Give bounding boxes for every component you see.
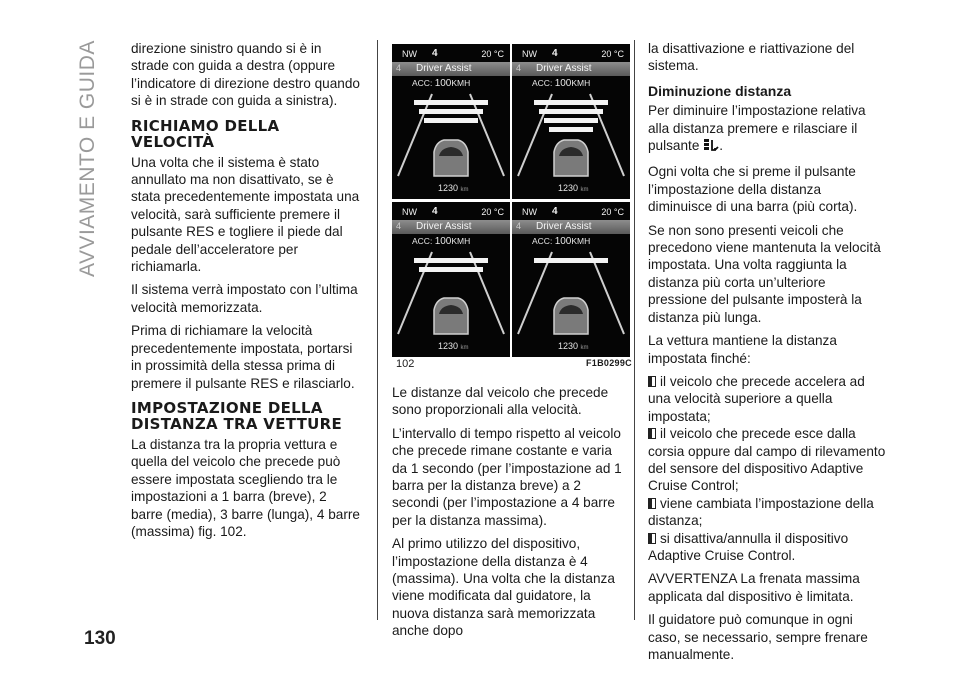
car-icon: [434, 298, 468, 334]
acc-label: ACC:: [412, 78, 433, 88]
acc-speed: 100: [434, 236, 452, 247]
compass-heading: NW: [402, 49, 417, 59]
distance-graphic: [392, 248, 510, 338]
distance-bar: [414, 100, 488, 105]
outside-temperature: 20 °C: [481, 49, 504, 59]
paragraph: La vettura mantiene la distanza impostata finché:: [648, 333, 837, 366]
lane-line-left: [518, 94, 552, 176]
display-panel: [512, 44, 630, 199]
acc-label: ACC:: [412, 236, 433, 246]
odometer: [438, 341, 469, 351]
compass-heading: NW: [522, 207, 537, 217]
distance-bar: [544, 118, 598, 123]
bullet-icon: [648, 533, 656, 544]
distance-bar: [549, 127, 593, 132]
odometer-value: 1230: [558, 341, 579, 351]
text-column-2: [392, 384, 630, 646]
distance-bar: [414, 258, 488, 263]
paragraph: Al primo utilizzo del dispositivo, l’impostazione della distanza è 4 (massima). Una volta che la distanza viene modificata dal guidatore, la nuova distanza sarà memorizzata anche dopo: [392, 536, 615, 639]
odometer-value: 1230: [438, 341, 459, 351]
lane-line-left: [398, 252, 432, 334]
bullet-list: [648, 373, 888, 564]
panel-status-bar: [392, 48, 510, 62]
compass-heading: NW: [402, 207, 417, 217]
lane-line-right: [470, 94, 504, 176]
odometer: [558, 183, 589, 193]
paragraph: Il sistema verrà impostato con l’ultima velocità memorizzata.: [131, 282, 358, 315]
paragraph: L’intervallo di tempo rispetto al veicolo che precede rimane costante e varia da 1 secondo (per l’impostazione ad 1 barra per la distanza breve) a 2 secondi (per l’impostazione a 4 barre per la distanza massima).: [392, 425, 622, 528]
paragraph: Le distanze dal veicolo che precede sono proporzionali alla velocità.: [392, 385, 609, 418]
acc-unit: KMH: [451, 236, 471, 246]
distance-bar: [534, 100, 608, 105]
page-indicator: 4: [396, 63, 402, 73]
odometer-value: 1230: [438, 183, 459, 193]
gear-indicator: 4: [552, 48, 558, 59]
gear-indicator: 4: [432, 48, 438, 59]
distance-bar: [534, 258, 608, 263]
display-panel: [392, 44, 510, 199]
paragraph: AVVERTENZA La frenata massima applicata dal dispositivo è limitata.: [648, 571, 860, 604]
subheading-decrease-distance: Diminuzione distanza: [648, 82, 792, 99]
odometer-unit: km: [460, 345, 469, 351]
odometer: [558, 341, 589, 351]
acc-readout: [532, 236, 590, 247]
acc-unit: KMH: [571, 78, 591, 88]
distance-graphic: [512, 90, 630, 180]
paragraph: La distanza tra la propria vettura e quella del veicolo che precede può essere impostata scegliendo tra le impostazioni a 1 barra (breve), 2 barre (media), 3 barre (lunga), 4 barre (massima) fig. 102.: [131, 436, 360, 539]
list-item: viene cambiata l’impostazione della distanza;: [648, 495, 874, 529]
odometer: [438, 183, 469, 193]
acc-speed: 100: [434, 78, 452, 89]
lane-line-right: [590, 252, 624, 334]
acc-speed: 100: [554, 236, 572, 247]
distance-bar: [539, 109, 603, 114]
display-panel: [392, 202, 510, 357]
driver-assist-title: Driver Assist: [416, 221, 472, 232]
lane-line-left: [398, 94, 432, 176]
page-indicator: 4: [516, 221, 522, 231]
chapter-side-title: [76, 40, 116, 310]
paragraph: Ogni volta che si preme il pulsante l’impostazione della distanza diminuisce di una barra (più corta).: [648, 164, 858, 215]
paragraph: direzione sinistro quando si è in strade con guida a destra (oppure l’indicatore di direzione destro quando si è in strade con guida a sinistra).: [131, 41, 360, 109]
paragraph: Prima di richiamare la velocità precedentemente impostata, portarsi in prossimità della stessa prima di premere il pulsante RES e rilasciarlo.: [131, 323, 355, 391]
gear-indicator: 4: [432, 206, 438, 217]
column-divider: [634, 40, 635, 620]
distance-graphic: [392, 90, 510, 180]
paragraph: Una volta che il sistema è stato annullato ma non disattivato, se è stata precedentemente impostata una velocità, sarà sufficiente premere il pulsante RES e togliere il piede dal pedale dell’acceleratore per richiamarla.: [131, 154, 360, 275]
acc-readout: [532, 78, 590, 89]
distance-bar: [419, 267, 483, 272]
acc-label: ACC:: [532, 78, 553, 88]
odometer-value: 1230: [558, 183, 579, 193]
distance-bar: [419, 109, 483, 114]
figure-code: F1B0299C: [586, 358, 632, 368]
figure-number: 102: [396, 358, 415, 370]
car-icon: [434, 140, 468, 176]
paragraph: Se non sono presenti veicoli che precedono viene mantenuta la velocità impostata. Una volta raggiunta la distanza più corta un’ulteriore pressione del pulsante imposterà la distanza più lunga.: [648, 222, 881, 325]
column-divider: [377, 40, 378, 620]
paragraph: la disattivazione e riattivazione del sistema.: [648, 41, 855, 74]
acc-readout: [412, 78, 470, 89]
bullet-icon: [648, 428, 656, 439]
bullet-icon: [648, 498, 656, 509]
acc-unit: KMH: [451, 78, 471, 88]
bullet-icon: [648, 376, 656, 387]
acc-readout: [412, 236, 470, 247]
outside-temperature: 20 °C: [481, 207, 504, 217]
page-number: 130: [84, 628, 116, 649]
odometer-unit: km: [580, 345, 589, 351]
panel-status-bar: [392, 206, 510, 220]
driver-assist-title: Driver Assist: [536, 63, 592, 74]
figure-102: [392, 44, 630, 360]
section-heading-speed-recall: RICHIAMO DELLA VELOCITÀ: [131, 116, 280, 151]
compass-heading: NW: [522, 49, 537, 59]
panel-status-bar: [512, 48, 630, 62]
distance-bar: [424, 118, 478, 123]
distance-graphic: [512, 248, 630, 338]
panel-status-bar: [512, 206, 630, 220]
list-item: il veicolo che precede accelera ad una velocità superiore a quella impostata;: [648, 373, 865, 424]
lane-line-left: [518, 252, 552, 334]
paragraph-text: Per diminuire l’impostazione relativa alla distanza premere e rilasciare il pulsante: [648, 103, 866, 154]
driver-assist-title: Driver Assist: [416, 63, 472, 74]
page-indicator: 4: [396, 221, 402, 231]
acc-speed: 100: [554, 78, 572, 89]
paragraph: Per diminuire l’impostazione relativa alla distanza premere e rilasciare il pulsante .: [648, 102, 888, 157]
list-item: il veicolo che precede esce dalla corsia oppure dal campo di rilevamento del sensore del dispositivo Adaptive Cruise Control;: [648, 426, 886, 494]
lane-line-right: [590, 94, 624, 176]
paragraph: Il guidatore può comunque in ogni caso, se necessario, sempre frenare manualmente.: [648, 612, 868, 662]
chapter-side-title-text: AVVIAMENTO E GUIDA: [76, 40, 99, 277]
car-icon: [554, 298, 588, 334]
list-item: si disattiva/annulla il dispositivo Adaptive Cruise Control.: [648, 530, 849, 563]
outside-temperature: 20 °C: [601, 49, 624, 59]
lane-line-right: [470, 252, 504, 334]
driver-assist-title: Driver Assist: [536, 221, 592, 232]
page-indicator: 4: [516, 63, 522, 73]
acc-label: ACC:: [532, 236, 553, 246]
distance-button-icon: [703, 138, 719, 157]
outside-temperature: 20 °C: [601, 207, 624, 217]
car-icon: [554, 140, 588, 176]
display-panel: [512, 202, 630, 357]
acc-unit: KMH: [571, 236, 591, 246]
section-heading-distance-setting: IMPOSTAZIONE DELLA DISTANZA TRA VETTURE: [131, 398, 343, 433]
odometer-unit: km: [580, 187, 589, 193]
text-column-1: [131, 40, 361, 546]
text-column-3: [648, 40, 888, 669]
odometer-unit: km: [460, 187, 469, 193]
gear-indicator: 4: [552, 206, 558, 217]
